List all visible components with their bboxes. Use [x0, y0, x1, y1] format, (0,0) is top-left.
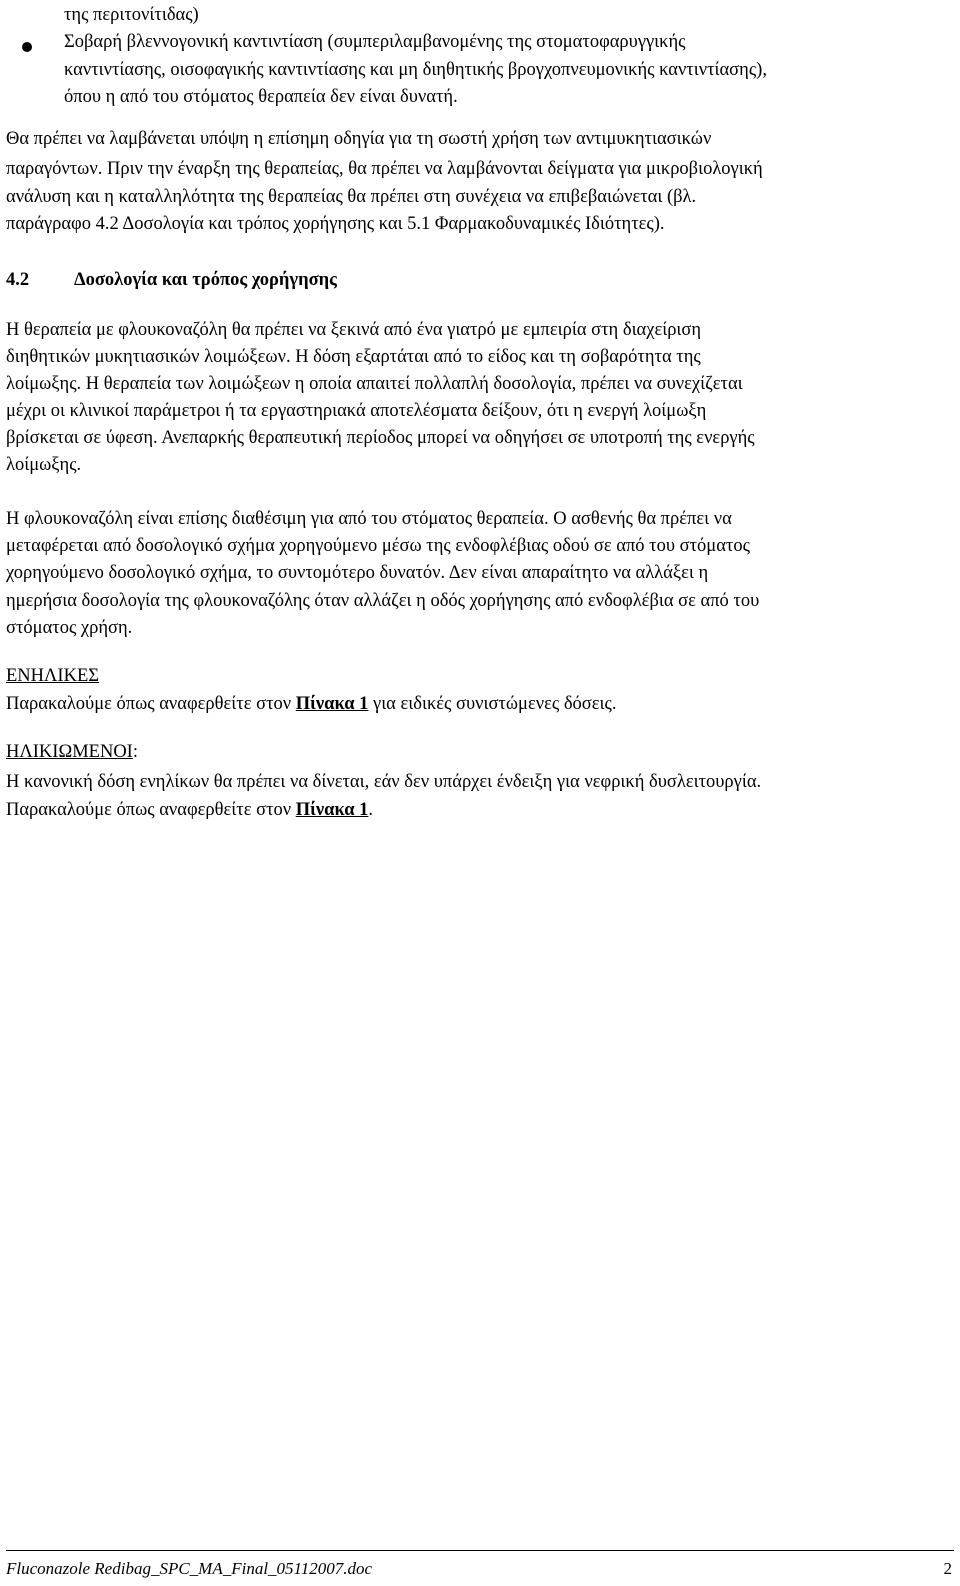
adults-text-before: Παρακαλούμε όπως αναφερθείτε στον [6, 694, 296, 714]
treatment-line: διηθητικών μυκητιασικών λοιμώξεων. Η δόση εξαρτάται από το είδος και τη σοβαρότητα της [6, 347, 701, 367]
footer-page-number: 2 [943, 1559, 952, 1578]
adults-heading [6, 663, 99, 689]
adults-text-after: για ειδικές συνιστώμενες δόσεις. [368, 694, 617, 714]
bullet-icon [22, 42, 32, 52]
oral-line: Η φλουκοναζόλη είναι επίσης διαθέσιμη για από του στόματος θεραπεία. Ο ασθενής θα πρέπει να [6, 509, 732, 529]
section-title: Δοσολογία και τρόπος χορήγησης [74, 270, 337, 290]
oral-line: ημερήσια δοσολογία της φλουκοναζόλης όταν αλλάζει η οδός χορήγησης από ενδοφλέβια σε από του [6, 591, 760, 611]
guidance-line: παραγόντων. Πριν την έναρξη της θεραπείας, θα πρέπει να λαμβάνονται δείγματα για μικροβιολογική [6, 159, 763, 179]
elderly-heading-text: ΗΛΙΚΙΩΜΕΝΟΙ [6, 742, 133, 762]
footer-filename: Fluconazole Redibag_SPC_MA_Final_05112007.doc [6, 1559, 373, 1578]
treatment-line: λοίμωξης. [6, 455, 82, 475]
footer-divider [6, 1550, 954, 1551]
treatment-line: Η θεραπεία με φλουκοναζόλη θα πρέπει να ξεκινά από ένα γιατρό με εμπειρία στη διαχείριση [6, 320, 702, 340]
elderly-heading [6, 739, 138, 765]
guidance-line: παράγραφο 4.2 Δοσολογία και τρόπος χορήγησης και 5.1 Φαρμακοδυναμικές Ιδιότητες). [6, 214, 665, 234]
table-1-link[interactable]: Πίνακα 1 [295, 800, 369, 820]
treatment-line: λοίμωξης. Η θεραπεία των λοιμώξεων η οποία απαιτεί πολλαπλή δοσολογία, πρέπει να συνεχίζεται [6, 374, 743, 394]
elderly-text-before: Παρακαλούμε όπως αναφερθείτε στον [6, 800, 296, 820]
treatment-line: μέχρι οι κλινικοί παράμετροι ή τα εργαστηριακά αποτελέσματα δείξουν, ότι η ενεργή λοίμωξη [6, 401, 707, 421]
bullet-item-line: όπου η από του στόματος θεραπεία δεν είναι δυνατή. [64, 87, 458, 107]
guidance-line: Θα πρέπει να λαμβάνεται υπόψη η επίσημη οδηγία για τη σωστή χρήση των αντιμυκητιασικών [6, 129, 712, 149]
elderly-text-after: . [368, 800, 374, 820]
bullet-continuation: της περιτονίτιδας) [64, 5, 199, 25]
adults-text [6, 691, 616, 717]
bullet-item-line: Σοβαρή βλεννογονική καντιντίαση (συμπεριλαμβανομένης της στοματοφαρυγγικής [64, 32, 686, 52]
elderly-line: Η κανονική δόση ενηλίκων θα πρέπει να δίνεται, εάν δεν υπάρχει ένδειξη για νεφρική δυσλειτουργία. [6, 772, 762, 792]
guidance-line: ανάλυση και η καταλληλότητα της θεραπείας θα πρέπει στη συνέχεια να επιβεβαιώνεται (βλ. [6, 187, 697, 207]
oral-line: μεταφέρεται από δοσολογικό σχήμα χορηγούμενο μέσω της ενδοφλέβιας οδού σε από του στόματος [6, 536, 750, 556]
treatment-line: βρίσκεται σε ύφεση. Ανεπαρκής θεραπευτική περίοδος μπορεί να οδηγήσει σε υποτροπή της ενεργής [6, 428, 755, 448]
oral-line: στόματος χρήση. [6, 618, 133, 638]
table-1-link[interactable]: Πίνακα 1 [295, 694, 369, 714]
oral-line: χορηγούμενο δοσολογικό σχήμα, το συντομότερο δυνατόν. Δεν είναι απαραίτητο να αλλάξει η [6, 563, 709, 583]
bullet-item-line: καντιντίασης, οισοφαγικής καντιντίασης και μη διηθητικής βρογχοπνευμονικής καντιντίασης), [64, 60, 767, 80]
elderly-text [6, 797, 373, 823]
section-number: 4.2 [6, 270, 30, 290]
adults-heading-text: ΕΝΗΛΙΚΕΣ [6, 666, 100, 686]
elderly-heading-suffix: : [132, 742, 138, 762]
